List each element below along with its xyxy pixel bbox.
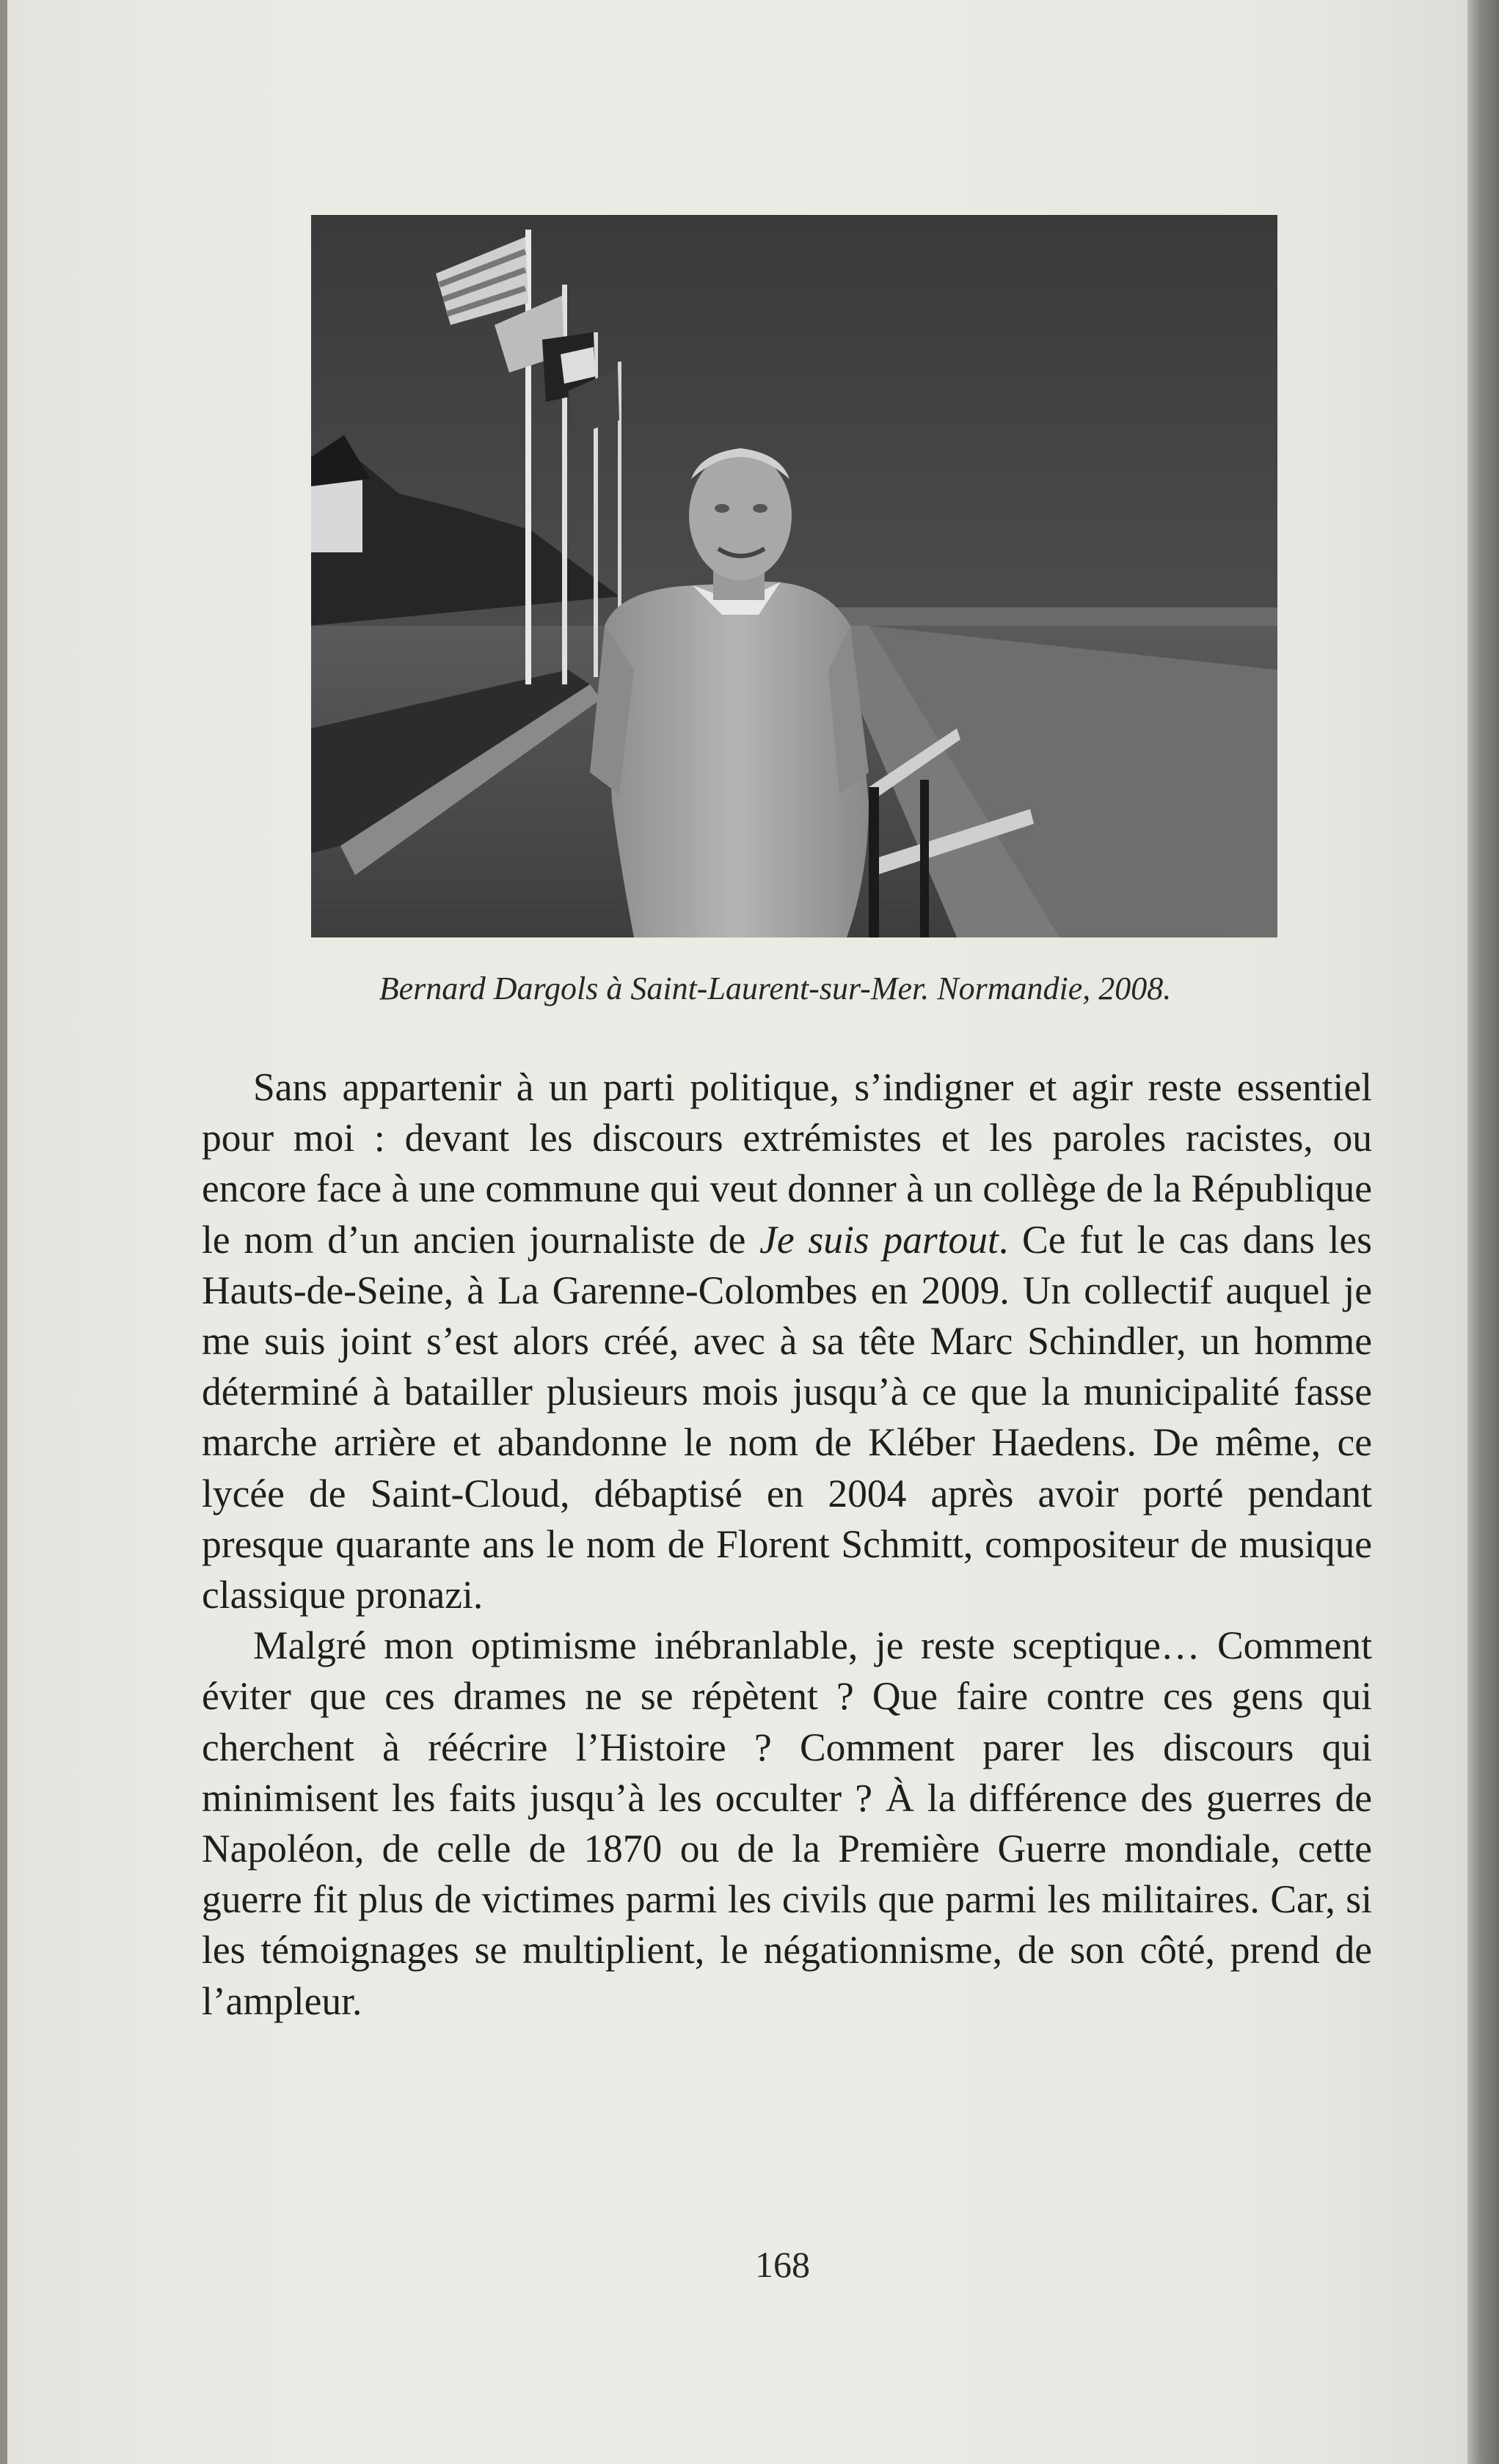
page-number: 168 bbox=[755, 2244, 810, 2285]
body-text bbox=[202, 1062, 1372, 2027]
photo-man-by-flags-icon bbox=[311, 215, 1277, 937]
photograph bbox=[311, 215, 1277, 937]
paragraph-text: . Ce fut le cas dans les Hauts-de-Seine, à La Garenne-Colombes en 2009. Un collectif auquel je me suis joint s’est alors créé, avec à sa tête Marc Schindler, un homme déterminé à batailler plusieurs mois jusqu’à ce que la municipalité fasse marche arrière et abandonne le nom de Kléber Haedens. De même, ce lycée de Saint-Cloud, débaptisé en 2004 après avoir porté pendant presque quarante ans le nom de Florent Schmitt, compositeur de musique classique pronazi. bbox=[202, 1217, 1372, 1617]
page-edge-shadow bbox=[1467, 0, 1499, 2464]
paragraph-text: Sans appartenir à un parti politique, s’indigner et agir reste essentiel pour moi : devant les discours extrémistes et les paroles racistes, ou encore face à une commune qui veut donner à un collège de la République le nom d’un ancien journaliste de bbox=[202, 1065, 1372, 1262]
photo-caption: Bernard Dargols à Saint-Laurent-sur-Mer. Normandie, 2008. bbox=[379, 970, 1172, 1006]
newspaper-title: Je suis partout bbox=[759, 1217, 999, 1262]
paragraph bbox=[202, 1062, 1372, 1620]
paragraph: Malgré mon optimisme inébranlable, je reste sceptique… Comment éviter que ces drames ne se répètent ? Que faire contre ces gens qui cherchent à réécrire l’Histoire ? Comment parer les discours qui minimisent les faits jusqu’à les occulter ? À la différence des guerres de Napoléon, de celle de 1870 ou de la Première Guerre mondiale, cette guerre fit plus de victimes parmi les civils que parmi les militaires. Car, si les témoignages se multiplient, le négationnisme, de son côté, prend de l’ampleur. bbox=[202, 1623, 1372, 2023]
